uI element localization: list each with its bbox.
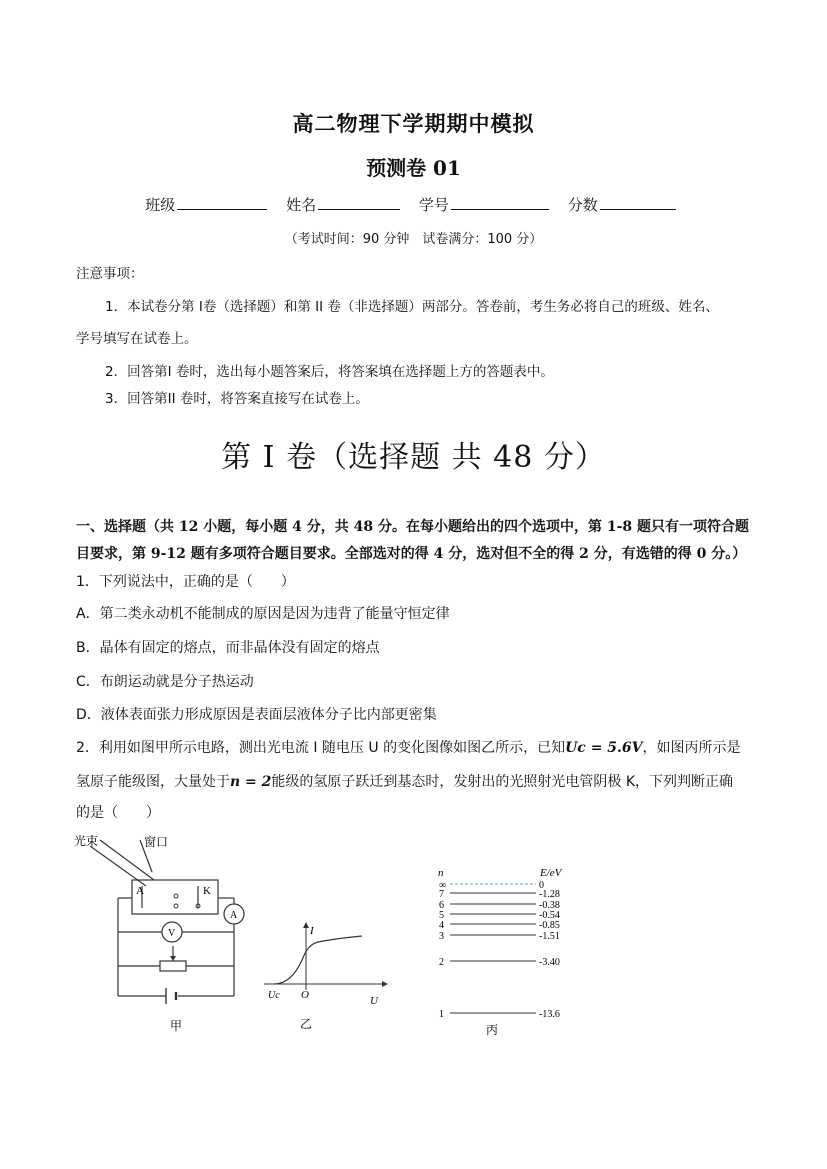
voltmeter-label: V [168,928,176,939]
q1-option-c: C．布朗运动就是分子热运动 [76,674,254,690]
section-instructions: 一、选择题（共 12 小题，每小题 4 分，共 48 分。在每小题给出的四个选项中，第 1-8 题只有一项符合题目要求，第 9-12 题有多项符合题目要求。全部选对的得 4 分，选对但不全的得 2 分，有选错的得 0 分。） [76,519,749,562]
slider-arrow [170,956,176,961]
energy-level-n: 3 [439,931,444,942]
n-level: n = 2 [230,774,272,790]
level-group [439,880,560,1020]
caption-yi: 乙 [300,1017,313,1031]
rheostat [160,961,186,971]
energy-level-e: -0.38 [539,900,560,911]
page-title: 高二物理下学期期中模拟 [292,111,535,136]
i-axis-label: I [310,925,314,937]
uc-label: Uc [268,990,280,1001]
note-item-1-cont: 学号填写在试卷上。 [76,331,198,347]
section-title: 第 I 卷（选择题 共 48 分） [221,440,606,475]
uc-value: Uc = 5.6V [565,740,643,756]
q2-text-1a: 2．利用如图甲所示电路，测出光电流 I 随电压 U 的变化图像如图乙所示，已知 [76,740,566,756]
field-class-input[interactable] [177,195,267,210]
field-number-label: 学号 [418,196,449,214]
q2-text-2a: 氢原子能级图，大量处于 [76,774,230,790]
note-item-2: 2．回答第I 卷时，选出每小题答案后，将答案填在选择题上方的答题表中。 [105,364,554,380]
energy-level-n: 2 [439,957,444,968]
exam-info: （考试时间：90 分钟 试卷满分：100 分） [284,232,543,247]
n-header: n [438,867,444,879]
energy-level-e: -0.54 [539,910,560,921]
caption-jia: 甲 [170,1019,183,1033]
window-label: 窗口 [144,835,169,849]
energy-level-n: ∞ [439,880,447,891]
energy-level-e: -13.6 [539,1009,560,1020]
q2-text-2b: 能级的氢原子跃迁到基态时，发射出的光照射光电管阴极 K，下列判断正确 [271,774,734,790]
figure-energy-levels [430,862,590,1042]
origin-label: O [301,989,309,1001]
energy-level-n: 6 [439,900,444,911]
q2-line-3: 的是（ ） [76,805,160,821]
energy-level-n: 5 [439,910,444,921]
iu-curve [274,936,362,984]
e-header: E/eV [540,867,562,879]
q1-option-a: A．第二类永动机不能制成的原因是因为违背了能量守恒定律 [76,606,450,622]
note-item-1: 1．本试卷分第 I卷（选择题）和第 II 卷（非选择题）两部分。答卷前，考生务必将自己的班级、姓名、 [105,299,719,315]
cathode-label: K [203,885,211,897]
q2-text-1b: ，如图丙所示是 [642,740,741,756]
figure-circuit [70,828,260,1038]
u-axis-label: U [370,995,378,1007]
energy-level-e: -1.51 [539,931,560,942]
note-item-3: 3．回答第II 卷时，将答案直接写在试卷上。 [105,391,369,407]
light-label: 光束 [74,834,99,848]
field-score-label: 分数 [567,196,598,214]
q1-option-b: B．晶体有固定的熔点，而非晶体没有固定的熔点 [76,640,380,656]
ammeter-label: A [230,910,238,921]
page-subtitle: 预测卷 01 [366,156,461,180]
energy-level-n: 1 [439,1009,444,1020]
energy-level-e: -3.40 [539,957,560,968]
energy-level-e: 0 [539,880,544,891]
field-name-input[interactable] [318,195,400,210]
energy-level-n: 7 [439,889,444,900]
q2-line-1 [76,737,741,757]
field-score-input[interactable] [600,195,676,210]
field-name-label: 姓名 [286,196,317,214]
q1-option-d: D．液体表面张力形成原因是表面层液体分子比内部更密集 [76,707,437,723]
field-number-input[interactable] [451,195,549,210]
field-class-label: 班级 [145,196,176,214]
anode-label: A [136,885,144,897]
figure-iu-graph [258,920,393,1035]
energy-level-n: 4 [439,920,444,931]
q1-stem: 1．下列说法中，正确的是（ ） [76,574,295,590]
energy-level-e: -0.85 [539,920,560,931]
energy-level-e: -1.28 [539,889,560,900]
caption-bing: 丙 [486,1023,499,1037]
student-info-fields [0,194,827,215]
notes-heading: 注意事项： [76,266,144,282]
q2-line-2 [76,771,733,791]
